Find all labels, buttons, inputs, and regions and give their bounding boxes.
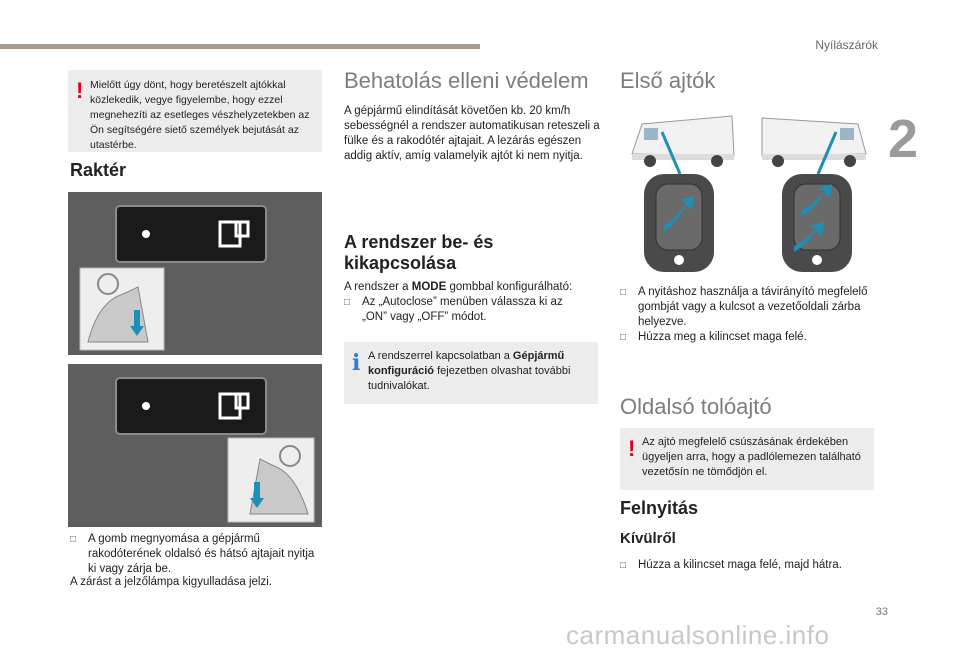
section-title-raktér: Raktér — [70, 160, 127, 180]
bullet-item — [344, 295, 600, 327]
warning-text: Mielőtt úgy dönt, hogy beretészelt ajtókkal közlekedik, vegye figyelembe, hogy ezzel megnehezíti az esetleges vészhelyzetekben az Ön segítségére siető személyek bejutását az utastérbe. — [90, 79, 310, 151]
subsubsection-title: Kívülről — [620, 530, 676, 547]
section-title-oldalso: Oldalsó tolóajtó — [620, 394, 772, 419]
chapter-number: 2 — [888, 109, 919, 169]
config-text — [344, 280, 600, 295]
info-text-post: fejezetben olvashat további tudnivalókat. — [368, 365, 571, 392]
van-illustration — [622, 104, 872, 274]
watermark: carmanualsonline.info — [566, 620, 830, 650]
warning-text: Az ajtó megfelelő csúszásának érdekében ügyeljen arra, hogy a padlólemezen található vezetősín ne tömődjön el. — [642, 436, 861, 478]
bullet-item — [70, 532, 322, 575]
info-text-bold: Gépjármű konfiguráció — [368, 350, 565, 377]
bullet-item — [620, 558, 876, 574]
bullet-text: Húzza meg a kilincset maga felé. — [638, 331, 807, 343]
subsection-title-felnyitas: Felnyitás — [620, 498, 699, 518]
bullet-item — [620, 330, 876, 346]
section-label: Nyílászárók — [815, 38, 878, 52]
body-text: A gépjármű elindítását követően kb. 20 km/h sebességnél a rendszer automatikusan reteszeli a fülke és a rakodótér ajtajait. A lezárás egészen addig aktív, amíg valamelyik ajtót ki nem nyitja. — [344, 105, 600, 162]
bullet-text: Az „Autoclose” menüben válassza ki az „ON” vagy „OFF” módot. — [362, 296, 563, 323]
bullet-icon: □ — [620, 560, 627, 571]
header-bar — [0, 44, 480, 49]
body-text: A zárást a jelzőlámpa kigyulladása jelzi. — [70, 576, 272, 588]
warning-icon: ! — [628, 436, 636, 461]
bullet-icon: □ — [70, 534, 77, 545]
warning-icon: ! — [76, 78, 84, 103]
bullet-item — [620, 285, 876, 331]
info-icon: i — [352, 350, 361, 376]
dashboard-button-photo-2 — [68, 364, 322, 527]
bullet-icon: □ — [620, 332, 627, 343]
page-number: 33 — [875, 606, 888, 618]
bullet-icon: □ — [344, 297, 351, 308]
warning-note — [620, 428, 874, 490]
bullet-icon: □ — [620, 287, 627, 298]
info-note — [344, 342, 598, 404]
config-text-bold: MODE — [411, 281, 447, 293]
section-title-elso-ajtok: Első ajtók — [620, 68, 716, 93]
config-text-post: gombbal konfigurálható: — [446, 281, 573, 293]
section-title-behatolas: Behatolás elleni védelem — [344, 68, 589, 93]
bullet-text: A nyitáshoz használja a távirányító megfelelő gombját vagy a kulcsot a vezetőoldali zárba helyezve. — [638, 286, 868, 328]
bullet-text: Húzza a kilincset maga felé, majd hátra. — [638, 559, 842, 571]
warning-note — [68, 70, 322, 152]
bullet-text: A gomb megnyomása a gépjármű rakodóterének oldalsó és hátsó ajtajait nyitja ki vagy zárja be. — [88, 533, 315, 575]
info-text-pre: A rendszerrel kapcsolatban a — [368, 350, 513, 362]
config-text-pre: A rendszer a — [344, 281, 412, 293]
subsection-title: A rendszer be- és kikapcsolása — [344, 232, 494, 273]
dashboard-button-photo-1 — [68, 192, 322, 355]
info-text — [368, 349, 592, 394]
